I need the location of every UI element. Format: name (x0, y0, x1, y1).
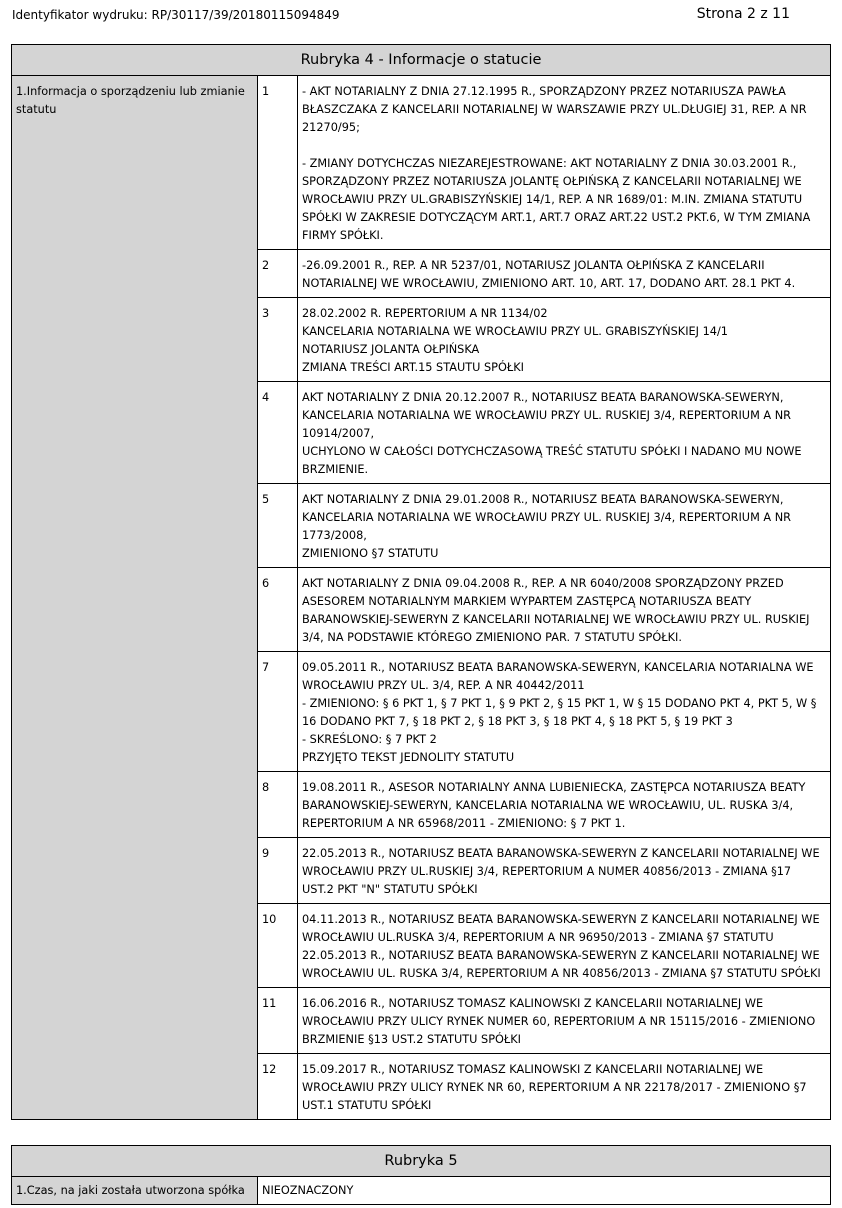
entry-text (298, 1054, 831, 1120)
entry-number: 6 (258, 568, 298, 652)
entry-number: 10 (258, 904, 298, 988)
rubryka-4-table (11, 44, 831, 1120)
entry-paragraph: 28.02.2002 R. REPERTORIUM A NR 1134/02 (302, 307, 548, 320)
entry-number: 4 (258, 382, 298, 484)
field-label: 1.Informacja o sporządzeniu lub zmianie statutu (12, 76, 258, 1120)
section-title: Rubryka 4 - Informacje o statucie (12, 45, 831, 76)
entry-paragraph: - AKT NOTARIALNY Z DNIA 27.12.1995 R., SPORZĄDZONY PRZEZ NOTARIUSZA PAWŁA BŁASZCZAKA Z KANCELARII NOTARIALNEJ W WARSZAWIE PRZY UL.DŁUGIEJ 31, REP. A NR 21270/95; (302, 85, 807, 134)
entry-number: 8 (258, 772, 298, 838)
entry-text (298, 838, 831, 904)
entry-paragraph: 16.06.2016 R., NOTARIUSZ TOMASZ KALINOWSKI Z KANCELARII NOTARIALNEJ WE WROCŁAWIU PRZY ULICY RYNEK NUMER 60, REPERTORIUM A NR 15115/2016 - ZMIENIONO BRZMIENIE §13 UST.2 STATUTU SPÓŁKI (302, 997, 816, 1046)
entry-paragraph: UCHYLONO W CAŁOŚCI DOTYCHCZASOWĄ TREŚĆ STATUTU SPÓŁKI I NADANO MU NOWE BRZMIENIE. (302, 445, 802, 476)
rubryka-4-header-row (12, 45, 831, 76)
entry-number: 5 (258, 484, 298, 568)
entry-text (298, 298, 831, 382)
entry-paragraph: 04.11.2013 R., NOTARIUSZ BEATA BARANOWSKA-SEWERYN Z KANCELARII NOTARIALNEJ WE WROCŁAWIU UL.RUSKA 3/4, REPERTORIUM A NR 96950/2013 - ZMIANA §7 STATUTU (302, 913, 820, 944)
page-number: Strona 2 z 11 (696, 6, 790, 22)
entry-paragraph: ZMIANA TREŚCI ART.15 STAUTU SPÓŁKI (302, 361, 524, 374)
field-label: 1.Czas, na jaki została utworzona spółka (12, 1177, 258, 1205)
rubryka-5-header-row (12, 1146, 831, 1177)
page-header (12, 8, 790, 28)
entry-paragraph: 22.05.2013 R., NOTARIUSZ BEATA BARANOWSKA-SEWERYN Z KANCELARII NOTARIALNEJ WE WROCŁAWIU UL. RUSKA 3/4, REPERTORIUM A NR 40856/2013 - ZMIANA §7 STATUTU SPÓŁKI (302, 949, 821, 980)
entry-number: 1 (258, 76, 298, 250)
entry-paragraph: 09.05.2011 R., NOTARIUSZ BEATA BARANOWSKA-SEWERYN, KANCELARIA NOTARIALNA WE WROCŁAWIU PRZY UL. 3/4, REP. A NR 40442/2011 (302, 661, 814, 692)
entry-number: 3 (258, 298, 298, 382)
entry-text (298, 988, 831, 1054)
entry-text (298, 484, 831, 568)
entry-text (298, 568, 831, 652)
entry-paragraph: 15.09.2017 R., NOTARIUSZ TOMASZ KALINOWSKI Z KANCELARII NOTARIALNEJ WE WROCŁAWIU PRZY ULICY RYNEK NR 60, REPERTORIUM A NR 22178/2017 - ZMIENIONO §7 UST.1 STATUTU SPÓŁKI (302, 1063, 807, 1112)
entry-text (298, 382, 831, 484)
entry-paragraph: NOTARIUSZ JOLANTA OŁPIŃSKA (302, 343, 480, 356)
entry-number: 11 (258, 988, 298, 1054)
entry-paragraph: AKT NOTARIALNY Z DNIA 29.01.2008 R., NOTARIUSZ BEATA BARANOWSKA-SEWERYN, KANCELARIA NOTARIALNA WE WROCŁAWIU PRZY UL. RUSKIEJ 3/4, REPERTORIUM A NR 1773/2008, (302, 493, 792, 542)
entry-paragraph: - ZMIANY DOTYCHCZAS NIEZAREJESTROWANE: AKT NOTARIALNY Z DNIA 30.03.2001 R., SPORZĄDZONY PRZEZ NOTARIUSZA JOLANTĘ OŁPIŃSKĄ Z KANCELARII NOTARIALNEJ WE WROCŁAWIU PRZY UL.GRABISZYŃSKIEJ 14/1, REP. A NR 1689/01: M.IN. ZMIANA STATUTU SPÓŁKI W ZAKRESIE DOTYCZĄCYM ART.1, ART.7 ORAZ ART.22 UST.2 PKT.6, W TYM ZMIANA FIRMY SPÓŁKI. (302, 157, 811, 242)
entry-paragraph: 22.05.2013 R., NOTARIUSZ BEATA BARANOWSKA-SEWERYN Z KANCELARII NOTARIALNEJ WE WROCŁAWIU PRZY UL.RUSKIEJ 3/4, REPERTORIUM A NUMER 40856/2013 - ZMIANA §17 UST.2 PKT "N" STATUTU SPÓŁKI (302, 847, 820, 896)
entry-number: 2 (258, 250, 298, 298)
entry-paragraph: KANCELARIA NOTARIALNA WE WROCŁAWIU PRZY UL. GRABISZYŃSKIEJ 14/1 (302, 325, 728, 338)
entry-paragraph: -26.09.2001 R., REP. A NR 5237/01, NOTARIUSZ JOLANTA OŁPIŃSKA Z KANCELARII NOTARIALNEJ WE WROCŁAWIU, ZMIENIONO ART. 10, ART. 17, DODANO ART. 28.1 PKT 4. (302, 259, 796, 290)
entry-paragraph: AKT NOTARIALNY Z DNIA 09.04.2008 R., REP. A NR 6040/2008 SPORZĄDZONY PRZED ASESOREM NOTARIALNYM MARKIEM WYPARTEM ZASTĘPCĄ NOTARIUSZA BEATY BARANOWSKIEJ-SEWERYN Z KANCELARII NOTARIALNEJ WE WROCŁAWIU PRZY UL. RUSKIEJ 3/4, NA PODSTAWIE KTÓREGO ZMIENIONO PAR. 7 STATUTU SPÓŁKI. (302, 577, 810, 644)
entry-text (298, 250, 831, 298)
entry-paragraph: AKT NOTARIALNY Z DNIA 20.12.2007 R., NOTARIUSZ BEATA BARANOWSKA-SEWERYN, KANCELARIA NOTARIALNA WE WROCŁAWIU PRZY UL. RUSKIEJ 3/4, REPERTORIUM A NR 10914/2007, (302, 391, 792, 440)
entry-text (298, 652, 831, 772)
entry-number: 7 (258, 652, 298, 772)
entry-number: 9 (258, 838, 298, 904)
field-value: NIEOZNACZONY (258, 1177, 831, 1205)
table-row (12, 1177, 831, 1205)
entry-paragraph: 19.08.2011 R., ASESOR NOTARIALNY ANNA LUBIENIECKA, ZASTĘPCA NOTARIUSZA BEATY BARANOWSKIEJ-SEWERYN, KANCELARIA NOTARIALNA WE WROCŁAWIU, UL. RUSKA 3/4, REPERTORIUM A NR 65968/2011 - ZMIENIONO: § 7 PKT 1. (302, 781, 806, 830)
entry-text (298, 904, 831, 988)
entry-text (298, 76, 831, 250)
entry-number: 12 (258, 1054, 298, 1120)
table-row (12, 76, 831, 250)
entry-paragraph: - SKREŚLONO: § 7 PKT 2 (302, 733, 437, 746)
section-title: Rubryka 5 (12, 1146, 831, 1177)
print-identifier: Identyfikator wydruku: RP/30117/39/20180115094849 (12, 8, 340, 22)
rubryka-5-table (11, 1145, 831, 1205)
entry-text (298, 772, 831, 838)
entry-paragraph: - ZMIENIONO: § 6 PKT 1, § 7 PKT 1, § 9 PKT 2, § 15 PKT 1, W § 15 DODANO PKT 4, PKT 5, W § 16 DODANO PKT 7, § 18 PKT 2, § 18 PKT 3, § 18 PKT 4, § 18 PKT 5, § 19 PKT 3 (302, 697, 817, 728)
entry-paragraph: PRZYJĘTO TEKST JEDNOLITY STATUTU (302, 751, 515, 764)
entry-paragraph: ZMIENIONO §7 STATUTU (302, 547, 439, 560)
